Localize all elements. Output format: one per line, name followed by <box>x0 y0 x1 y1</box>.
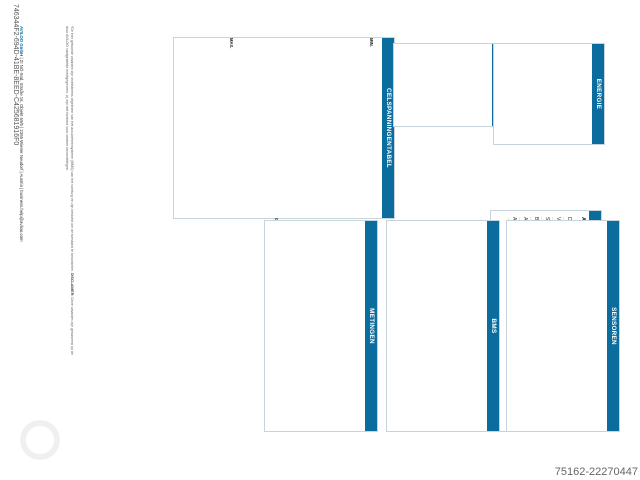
footer-brand: AVILOO GmbH <box>19 26 24 57</box>
disclaimer-block <box>24 26 74 356</box>
document-id: 746344F2-694D-41BE-8EED-C425681916F0 <box>12 4 19 146</box>
energy-panel <box>493 43 605 145</box>
range-panel <box>393 43 505 127</box>
cell-voltage-panel <box>173 37 395 219</box>
sensors-panel <box>506 220 620 432</box>
gauge-max-label: MAX. <box>229 38 234 49</box>
listing-number: 75162-22270447 <box>554 466 638 478</box>
disclaimer-text-2: Deze waarden zijn gebaseerd op de door AVILOO vastgestelde meetgegevens; zij zijn niet bindend voor verdere beoordelingen. <box>65 26 74 356</box>
cell-voltage-title: CELSPANNINGENTABEL <box>382 38 394 218</box>
sensors-title: SENSOREN <box>607 221 619 431</box>
disclaimer-heading: DISCLAIMER: <box>70 272 74 297</box>
watermark-icon <box>20 420 60 460</box>
footer-address: | ZI NÖ-Süd, Straße 16, Objekt 69/5 | 2355 Wiener Neudorf | Austria | business.help@aviloo.com <box>19 57 24 242</box>
energy-title: ENERGIE <box>592 44 604 144</box>
bms-panel <box>386 220 500 432</box>
gauge-min-label: MIN. <box>369 38 374 47</box>
footer <box>19 26 24 242</box>
measurements-title: METINGEN <box>365 221 377 431</box>
disclaimer-text-1: *De hier getoonde waarden zijn rechtstreeks afgelezen van het accubeheersysteem (BMS) van het voertuig en zijn bedoeld om de toestand te beoordelen. <box>70 26 74 272</box>
measurements-panel <box>264 220 378 432</box>
bms-title: BMS <box>487 221 499 431</box>
